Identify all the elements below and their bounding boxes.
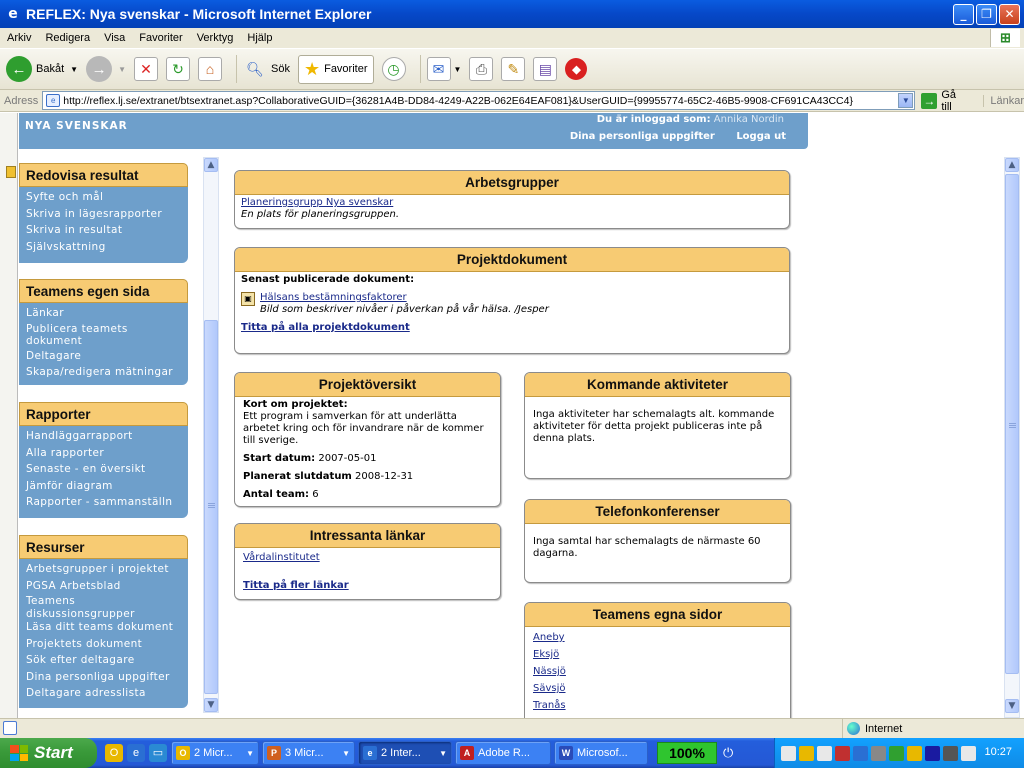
word-icon: W	[559, 746, 573, 760]
messenger-icon: ◆	[565, 58, 587, 80]
menu-visa[interactable]: Visa	[104, 32, 126, 44]
toolbar-separator	[420, 55, 421, 83]
chevron-down-icon: ▼	[246, 748, 254, 758]
grip-icon	[208, 503, 215, 504]
box-title: Projektöversikt	[235, 373, 500, 397]
outlook-icon: O	[176, 746, 190, 760]
back-label: Bakåt	[36, 63, 65, 75]
nav-link[interactable]: Skriva in resultat	[26, 224, 123, 236]
ie-icon: e	[8, 6, 18, 22]
nav-link[interactable]: Handläggarrapport	[26, 430, 133, 442]
arbetsgrupp-link[interactable]: Planeringsgrupp Nya svenskar	[241, 197, 394, 208]
links-button[interactable]: Länkar	[983, 95, 1024, 107]
task-label: 3 Micr...	[285, 747, 324, 759]
quick-launch	[105, 744, 171, 762]
task-button[interactable]	[358, 741, 452, 765]
menu-verktyg[interactable]: Verktyg	[196, 32, 234, 44]
scroll-up-icon[interactable]: ▲	[1005, 158, 1019, 172]
mail-icon: ✉	[427, 57, 451, 81]
globe-icon	[847, 722, 860, 735]
kort-label: Kort om projektet:	[243, 399, 348, 410]
nav-link[interactable]: Dina personliga uppgifter	[26, 670, 170, 683]
printer-icon: ⎙	[469, 57, 493, 81]
task-label: 2 Micr...	[194, 747, 233, 759]
nav-link[interactable]: Projektets dokument	[26, 637, 143, 650]
plug-icon: ⏻	[723, 745, 734, 760]
scroll-down-icon[interactable]: ▼	[1005, 699, 1019, 713]
logout-link[interactable]: Logga ut	[736, 131, 786, 142]
edit-icon: ✎	[501, 57, 525, 81]
slut-value: 2008-12-31	[355, 471, 414, 482]
team-link-tranas[interactable]: Tranås	[533, 700, 566, 711]
forward-button[interactable]	[86, 56, 126, 82]
left-pane-border	[0, 113, 18, 718]
search-label: Sök	[270, 63, 290, 75]
more-links-row	[243, 580, 492, 592]
close-button[interactable]: ✕	[999, 4, 1020, 25]
personal-info-link[interactable]: Dina personliga uppgifter	[569, 131, 715, 142]
nav-frame-scrollbar[interactable]	[203, 157, 219, 713]
team-link-aneby[interactable]: Aneby	[533, 632, 565, 643]
more-links-link[interactable]: Titta på fler länkar	[243, 580, 349, 591]
toolbar-separator	[236, 55, 237, 83]
start-label: Start	[34, 743, 73, 762]
go-arrow-icon: →	[923, 93, 936, 108]
start-button[interactable]	[0, 738, 97, 768]
security-zone	[842, 719, 1024, 738]
address-url: http://reflex.lj.se/extranet/btsextranet.asp?CollaborativeGUID={36281A4B-DD84-4249-A22B-062E64EAF081}&UserGUID={99955774-65C2-46B5-9908-CF691CA43CC4}	[63, 94, 853, 107]
nav-link[interactable]: Skapa/redigera mätningar	[26, 366, 173, 378]
kort-text: Ett program i samverkan för att underlätta arbetet kring och för invandrare när de kommer till sverige.	[243, 411, 484, 446]
menu-arkiv[interactable]: Arkiv	[7, 32, 32, 44]
telefon-text: Inga samtal har schemalagts de närmaste 60 dagarna.	[533, 536, 761, 559]
adobe-reader-icon: A	[460, 746, 474, 760]
all-docs-row	[241, 322, 783, 334]
chevron-down-icon: ▼	[342, 748, 350, 758]
nav-redovisa	[19, 163, 188, 263]
nav-link[interactable]: Deltagare	[26, 349, 82, 362]
nav-title: Redovisa resultat	[19, 163, 188, 187]
grip-icon	[1009, 423, 1016, 424]
tray-icon[interactable]	[889, 746, 904, 761]
document-icon: ▣	[241, 292, 255, 306]
taskbar	[0, 738, 1024, 768]
nav-link[interactable]: Sök efter deltagare	[26, 654, 135, 666]
arbetsgrupp-desc: En plats för planeringsgruppen.	[241, 209, 400, 220]
nav-link[interactable]: Deltagare adresslista	[26, 687, 146, 699]
team-value: 6	[312, 489, 319, 500]
logged-in-label: Du är inloggad som:	[596, 114, 711, 125]
back-arrow-icon: ←	[6, 56, 32, 82]
team-link-savsjo[interactable]: Sävsjö	[533, 683, 566, 694]
nav-link[interactable]: Skriva in lägesrapporter	[26, 207, 163, 220]
ie-icon[interactable]: e	[127, 744, 145, 762]
site-logo: NYA SVENSKAR	[25, 120, 128, 132]
header-links	[552, 131, 786, 142]
doc-link[interactable]: Hälsans bestämningsfaktorer	[260, 292, 407, 303]
menu-redigera[interactable]: Redigera	[45, 32, 91, 44]
search-button[interactable]	[243, 57, 290, 81]
menu-bar	[0, 28, 1024, 48]
chevron-down-icon: ▼	[439, 748, 447, 758]
box-content	[525, 627, 790, 716]
refresh-button[interactable]	[166, 57, 190, 81]
nav-link[interactable]: Läsa ditt teams dokument	[26, 621, 174, 633]
task-label: 2 Inter...	[381, 747, 421, 759]
logged-in-info	[597, 114, 784, 125]
task-button[interactable]	[171, 741, 259, 765]
box-title: Telefonkonferenser	[525, 500, 790, 524]
menu-favoriter[interactable]: Favoriter	[139, 32, 183, 44]
tray-icon[interactable]	[781, 746, 796, 761]
main-scrollbar[interactable]	[1004, 157, 1020, 718]
slut-row	[243, 471, 492, 483]
box-title: Projektdokument	[235, 248, 789, 272]
box-content	[235, 272, 789, 336]
stop-icon: ✕	[134, 57, 158, 81]
address-label: Adress	[4, 94, 39, 107]
outlook-icon[interactable]: O	[105, 744, 123, 762]
home-icon: ⌂	[198, 57, 222, 81]
go-label: Gå till	[941, 88, 957, 113]
zone-label: Internet	[865, 722, 903, 735]
nav-link[interactable]: Rapporter - sammanställn	[26, 496, 173, 508]
task-label: Microsof...	[577, 747, 628, 759]
start-label: Start datum:	[243, 453, 316, 464]
box-title: Arbetsgrupper	[235, 171, 789, 195]
system-tray	[774, 738, 1024, 768]
doc-row	[241, 292, 783, 316]
minimize-button[interactable]: _	[953, 4, 974, 25]
forward-arrow-icon: →	[86, 56, 112, 82]
team-link-eksjo[interactable]: Eksjö	[533, 649, 560, 660]
box-content	[235, 397, 500, 503]
home-button[interactable]	[198, 57, 222, 81]
history-button[interactable]	[382, 57, 406, 81]
window-title: REFLEX: Nya svenskar - Microsoft Internet Explorer	[26, 6, 372, 22]
box-content	[235, 548, 500, 596]
nav-title: Rapporter	[19, 402, 188, 426]
site-header	[19, 113, 808, 149]
window-titlebar	[0, 0, 1024, 28]
tray-icon[interactable]	[907, 746, 922, 761]
tray-icon[interactable]	[961, 746, 976, 761]
maximize-button[interactable]: ❐	[976, 4, 997, 25]
tray-icon[interactable]	[871, 746, 886, 761]
start-value: 2007-05-01	[318, 453, 377, 464]
address-bar	[0, 90, 1024, 112]
folder-icon	[6, 166, 16, 178]
tray-icon[interactable]	[799, 746, 814, 761]
research-icon: ▤	[533, 57, 557, 81]
search-icon: 🔍︎	[246, 60, 264, 77]
doc-desc: Bild som beskriver nivåer i påverkan på vår hälsa. /Jesper	[260, 304, 549, 315]
status-bar	[0, 718, 1024, 738]
favorites-button[interactable]	[298, 55, 374, 84]
start-row	[243, 453, 492, 465]
nav-link[interactable]: Länkar	[26, 307, 64, 319]
mail-button[interactable]	[427, 57, 462, 81]
history-icon: ◷	[382, 57, 406, 81]
nav-link[interactable]: Självskattning	[26, 240, 106, 253]
ie-icon: e	[363, 746, 377, 760]
task-button[interactable]	[455, 741, 551, 765]
chevron-down-icon[interactable]: ▼	[898, 93, 913, 108]
arbetsgrupper-box	[234, 170, 790, 229]
windows-logo-icon: ⊞	[990, 29, 1020, 47]
chevron-down-icon[interactable]: ▼	[70, 64, 79, 74]
task-label: Adobe R...	[478, 747, 530, 759]
intressanta-box	[234, 523, 501, 600]
nav-rapporter	[19, 402, 188, 518]
powerpoint-icon: P	[267, 746, 281, 760]
favorites-label: Favoriter	[324, 63, 368, 75]
box-title: Intressanta länkar	[235, 524, 500, 548]
scroll-thumb[interactable]	[204, 320, 218, 694]
page-status-icon	[3, 721, 17, 735]
star-icon: ★	[303, 58, 321, 79]
vardal-link[interactable]: Vårdalinstitutet	[243, 552, 320, 563]
kommande-box	[524, 372, 791, 479]
clock[interactable]: 10:27	[984, 746, 1012, 758]
box-content	[235, 195, 789, 223]
task-button[interactable]	[554, 741, 648, 765]
tray-icon[interactable]	[817, 746, 832, 761]
print-button[interactable]	[469, 57, 493, 81]
messenger-button[interactable]	[565, 58, 587, 80]
doc-text	[260, 292, 549, 316]
back-button[interactable]	[6, 56, 78, 82]
browser-toolbar	[0, 48, 1024, 90]
scroll-down-icon[interactable]: ▼	[204, 698, 218, 712]
projektoversikt-box	[234, 372, 501, 507]
team-row	[243, 489, 492, 501]
all-docs-link[interactable]: Titta på alla projektdokument	[241, 322, 410, 333]
nav-link[interactable]: PGSA Arbetsblad	[26, 579, 121, 592]
tray-icon[interactable]	[853, 746, 868, 761]
edit-button[interactable]	[501, 57, 525, 81]
nav-title: Resurser	[19, 535, 188, 559]
refresh-icon: ↻	[166, 57, 190, 81]
box-title: Teamens egna sidor	[525, 603, 790, 627]
scroll-thumb[interactable]	[1005, 174, 1019, 674]
nav-link[interactable]: Jämför diagram	[26, 479, 113, 492]
nav-link[interactable]: Syfte och mål	[26, 191, 104, 203]
stop-button[interactable]	[134, 57, 158, 81]
go-button[interactable]	[921, 89, 969, 113]
chevron-down-icon[interactable]: ▼	[118, 64, 126, 74]
show-desktop-icon[interactable]: ▭	[149, 744, 167, 762]
nav-link[interactable]: Publicera teamets dokument	[26, 322, 128, 347]
nav-resurser	[19, 535, 188, 708]
nav-link[interactable]: Alla rapporter	[26, 446, 105, 459]
windows-flag-icon	[10, 745, 28, 761]
tray-icon[interactable]	[925, 746, 940, 761]
kommande-text: Inga aktiviteter har schemalagts alt. kommande aktiviteter för detta projekt publiceras inte på denna plats.	[533, 409, 775, 444]
page-content	[0, 113, 1024, 718]
projektdokument-box	[234, 247, 790, 354]
nav-teamens	[19, 279, 188, 385]
team-label: Antal team:	[243, 489, 310, 500]
nav-title: Teamens egen sida	[19, 279, 188, 303]
zoom-indicator[interactable]: 100%	[657, 742, 717, 764]
address-input[interactable]	[42, 91, 915, 110]
tray-icon[interactable]	[835, 746, 850, 761]
teamens-box	[524, 602, 791, 718]
telefon-box	[524, 499, 791, 583]
tray-icon[interactable]	[943, 746, 958, 761]
menu-hjalp[interactable]: Hjälp	[247, 32, 273, 44]
team-link-nassjo[interactable]: Nässjö	[533, 666, 566, 677]
research-button[interactable]	[533, 57, 557, 81]
task-button[interactable]	[262, 741, 355, 765]
user-name: Annika Nordin	[713, 114, 784, 125]
scroll-up-icon[interactable]: ▲	[204, 158, 218, 172]
nav-link[interactable]: Senaste - en översikt	[26, 463, 146, 475]
chevron-down-icon[interactable]: ▼	[453, 64, 462, 74]
latest-docs-label: Senast publicerade dokument:	[241, 274, 415, 285]
page-icon: e	[46, 94, 60, 107]
nav-link[interactable]: Teamens diskussionsgrupper	[26, 595, 135, 620]
nav-link[interactable]: Arbetsgrupper i projektet	[26, 563, 169, 575]
box-title: Kommande aktiviteter	[525, 373, 790, 397]
slut-label: Planerat slutdatum	[243, 471, 352, 482]
